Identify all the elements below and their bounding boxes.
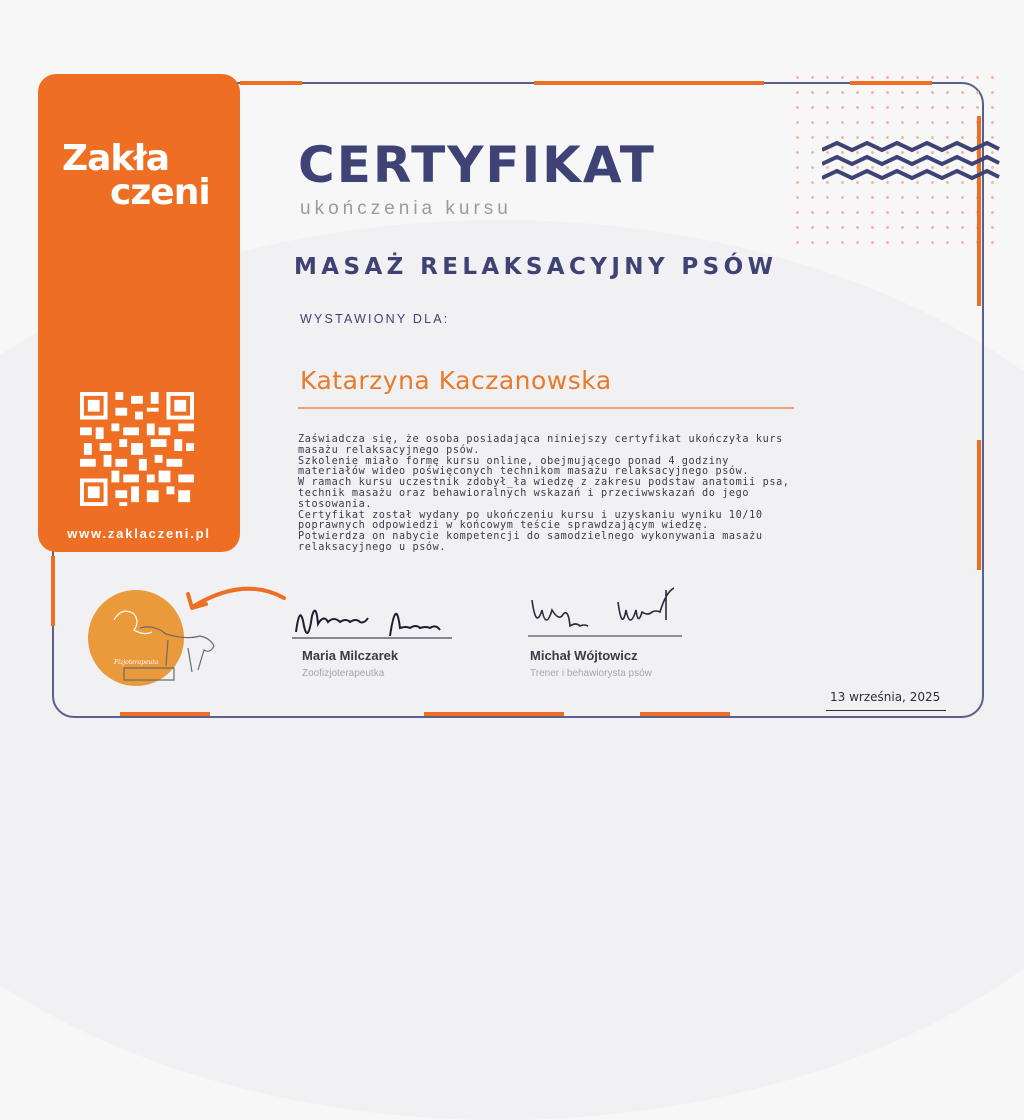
- logo-line-2: czeni: [110, 172, 210, 213]
- curved-arrow-icon: [180, 584, 290, 624]
- signer-name-2: Michał Wójtowicz: [530, 648, 638, 663]
- signer-role-2: Trener i behawiorysta psów: [530, 668, 652, 679]
- body-line: masażu relaksacyjnego psów.: [298, 444, 480, 456]
- issued-for-label: WYSTAWIONY DLA:: [300, 312, 450, 326]
- body-line: Zaświadcza się, że osoba posiadająca niniejszy certyfikat ukończyła kurs: [298, 434, 783, 445]
- handwritten-signature-icon: [526, 580, 686, 642]
- frame-accent-top-2: [534, 81, 764, 85]
- body-line: poprawnych odpowiedzi w końcowym teście sprawdzającym wiedzę.: [298, 520, 709, 532]
- body-line: technik masażu oraz behawioralnych wskazań i przeciwwskazań do jego: [298, 487, 750, 499]
- body-line: Certyfikat został wydany po ukończeniu kursu i uzyskaniu wyniku 10/10: [298, 509, 763, 521]
- course-name: MASAŻ RELAKSACYJNY PSÓW: [294, 254, 778, 280]
- logo-line-1: Zakła: [62, 138, 169, 179]
- frame-accent-bottom-2: [424, 712, 564, 716]
- date-underline: [826, 710, 946, 711]
- frame-accent-top-3: [850, 81, 932, 85]
- handwritten-signature-icon: [290, 592, 460, 644]
- body-line: relaksacyjnego u psów.: [298, 541, 447, 553]
- frame-accent-left-1: [51, 556, 55, 626]
- frame-accent-bottom-3: [640, 712, 730, 716]
- frame-accent-right-2: [977, 440, 981, 570]
- body-line: Szkolenie miało formę kursu online, obejmującego ponad 4 godziny: [298, 455, 729, 467]
- certificate-title: CERTYFIKAT: [298, 136, 656, 194]
- brand-logo: [62, 138, 222, 213]
- svg-text:Fizjoterapeuta: Fizjoterapeuta: [114, 659, 159, 666]
- body-line: Potwierdza on nabycie kompetencji do samodzielnego wykonywania masażu: [298, 531, 763, 543]
- frame-accent-bottom-1: [120, 712, 210, 716]
- website-link[interactable]: www.zaklaczeni.pl: [67, 526, 211, 541]
- issue-date: 13 września, 2025: [830, 690, 941, 704]
- frame-accent-top-1: [240, 81, 302, 85]
- name-underline: [298, 407, 794, 409]
- recipient-name: Katarzyna Kaczanowska: [300, 366, 612, 395]
- certificate-body: [298, 435, 898, 554]
- body-line: materiałów wideo poświęconych technikom masażu relaksacyjnego psów.: [298, 466, 750, 478]
- signer-name-1: Maria Milczarek: [302, 648, 399, 663]
- body-line: W ramach kursu uczestnik zdobył_ła wiedzę z zakresu podstaw anatomii psa,: [298, 477, 790, 489]
- certificate-subtitle: ukończenia kursu: [300, 198, 512, 219]
- body-line: stosowania.: [298, 498, 373, 510]
- brand-panel: [38, 74, 240, 552]
- zigzag-decoration-icon: [822, 140, 1002, 182]
- qr-code-icon: [80, 392, 194, 506]
- signer-role-1: Zoofizjoterapeutka: [302, 668, 385, 679]
